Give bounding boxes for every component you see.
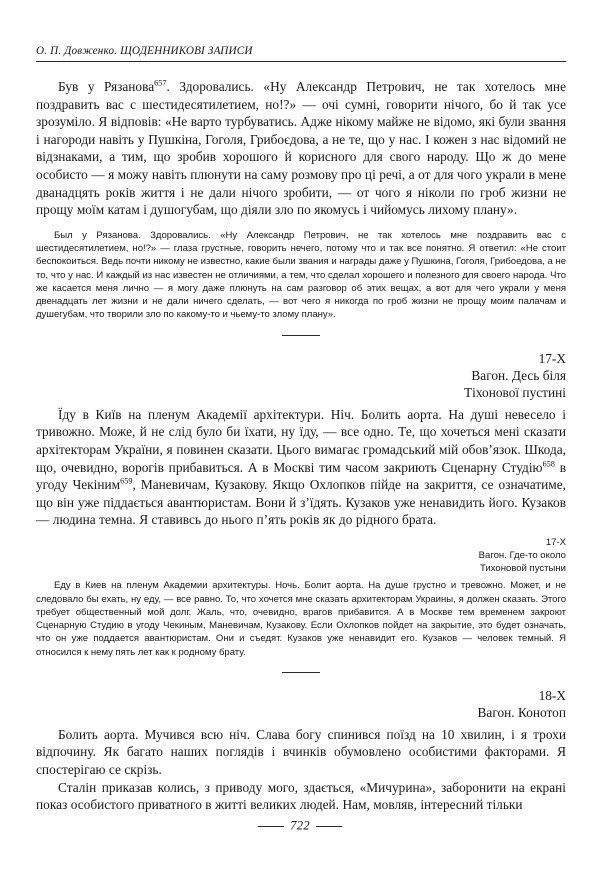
dateline-uk-17x-place-2: Тіхонової пустині	[464, 385, 566, 401]
paragraph-ru-ryazanov	[36, 229, 566, 322]
dateline-ru-17x-place-2: Тихоновой пустыни	[479, 563, 566, 575]
section-separator-2	[36, 672, 566, 673]
dateline-uk-17x-place-1: Вагон. Десь біля	[471, 367, 566, 383]
page-content	[36, 45, 566, 814]
footnote-marker: 657	[154, 78, 167, 88]
paragraph-uk-18x-2	[36, 779, 566, 814]
header-rule	[36, 61, 566, 62]
footnote-marker: 658	[542, 459, 555, 469]
dateline-uk-18x-place-1: Вагон. Конотоп	[477, 705, 566, 721]
paragraph-text: Сталін приказав колись, з приводу мого, здається, «Мичурина», заборонити на екрані показ особистого приватного в житті великих людей. Нам, мовляв, інтересний тільки	[36, 779, 566, 813]
page-folio	[0, 818, 600, 834]
paragraph-ru-17x	[36, 579, 566, 659]
paragraph-text: Їду в Київ на пленум Академії архітектури. Ніч. Болить аорта. На душі невесело і тривожно. Може, й не слід було би їхати, ну їду, — все одно. Те, що хочеться мені сказати архітекторам України, я повинен сказати. Цього вимагає громадський мій обов’язок. Шкода, що, очевидно, ворогів прибавиться. А в Москві тим часом закриють Сценарну Студію$^{658}$ в угоду Чекіним$^{659}$, Маневичам, Кузакову. Якщо Охлопков пійде на закриття, се означатиме, що він уже піддається авантюристам. Вони й з’їдять. Кузаков уже ненавидить його. Кузаков — людина темна. Я ставивсь до нього п’ять років як до рідного брата.	[36, 406, 566, 528]
paragraph-text: Болить аорта. Мучився всю ніч. Слава богу спинився поїзд на 10 хвилин, і я трохи відпочину. Як багато наших поглядів і вчинків обумовлено особистими факторами. Я спостерігаю се скрізь.	[36, 726, 566, 777]
folio-dash-left	[258, 826, 284, 827]
running-head: О. П. Довженко. ЩОДЕННИКОВІ ЗАПИСИ	[36, 45, 253, 57]
dateline-ru-17x-place-1: Вагон. Где-то около	[478, 550, 566, 562]
folio-dash-right	[316, 826, 342, 827]
paragraph-text: Був у Рязанова$^{657}$. Здоровались. «Ну Александр Петрович, не так хотелось мне поздравить вас с шестидесятилетием, но!?» — очі сумні, говорити нічого, бо й так усе зрозуміло. Я відповів: «Не варто турбуватись. Адже нікому майже не відомо, які були звання і нагороди навіть у Пушкіна, Гоголя, Грибоєдова, а не те, що у нас. І кожен з нас відомий не відзнаками, а тим, що зробив хорошого й корисного для свого народу. Що ж до мене особисто — я можу навіть плюнути на саму розмову про ці речі, а от для чого украли в мене дванадцять років життя і не дали нічого зробити, — от чого я ніколи по гроб жизни не прощу моїм катам і душогубам, що діяли зло по якомусь і чийомусь лихому плану».	[36, 78, 566, 218]
dateline-ru-17x-date: 17-X	[545, 536, 566, 548]
paragraph-uk-ryazanov	[36, 78, 566, 219]
paragraph-text: Был у Рязанова. Здоровались. «Ну Александр Петрович, не так хотелось мне поздравить вас с шестидесятилетием, но!?» — глаза грустные, говорить нечего, потому что и так все понятно. Я ответил: «Не стоит беспокоиться. Ведь почти никому не известно, какие были звания и награды даже у Пушкина, Гоголя, Грибоедова, а не то, что у нас. И каждый из нас известен не отличиями, а тем, что сделал хорошего и полезного для своего народа. Что же касается меня лично — я могу даже плюнуть на сам разговор об этих вещах, а вот для чего украли у меня двенадцать лет жизни и не дали ничего сделать, — вот чего я никогда по гроб жизни не прощу моим палачам и душегубам, что творили зло по какому-то и чьему-то злому плану».	[36, 229, 566, 321]
separator-rule	[282, 335, 320, 336]
paragraph-uk-18x-1	[36, 726, 566, 779]
page-number: 722	[290, 818, 310, 833]
dateline-uk-17x-date: 17-X	[538, 350, 566, 366]
dateline-uk-18x-date: 18-X	[538, 687, 566, 703]
section-separator-1	[36, 335, 566, 336]
spacer	[36, 529, 566, 536]
paragraph-uk-17x	[36, 406, 566, 529]
paragraph-text: Еду в Киев на пленум Академии архитектуры. Ночь. Болит аорта. На душе грустно и тревожно. Может, и не следовало бы ехать, ну еду, — все равно. То, что хочется мне сказать архитекторам Украины, я должен сказать. Этого требует общественный мой долг. Жаль, что, очевидно, врагов прибавится. А в Москве тем временем закроют Сценарную Студию в угоду Чекиным, Маневичам, Кузакову. Если Охлопков пойдет на закрытие, это будет означать, что он уже поддается авантюристам. Они и съедят. Кузаков уже ненавидит его. Кузаков — человек темный. Я относился к нему пять лет как к родному брату.	[36, 580, 566, 658]
spacer	[36, 219, 566, 229]
footnote-marker: 659	[120, 476, 133, 486]
separator-rule	[282, 672, 320, 673]
